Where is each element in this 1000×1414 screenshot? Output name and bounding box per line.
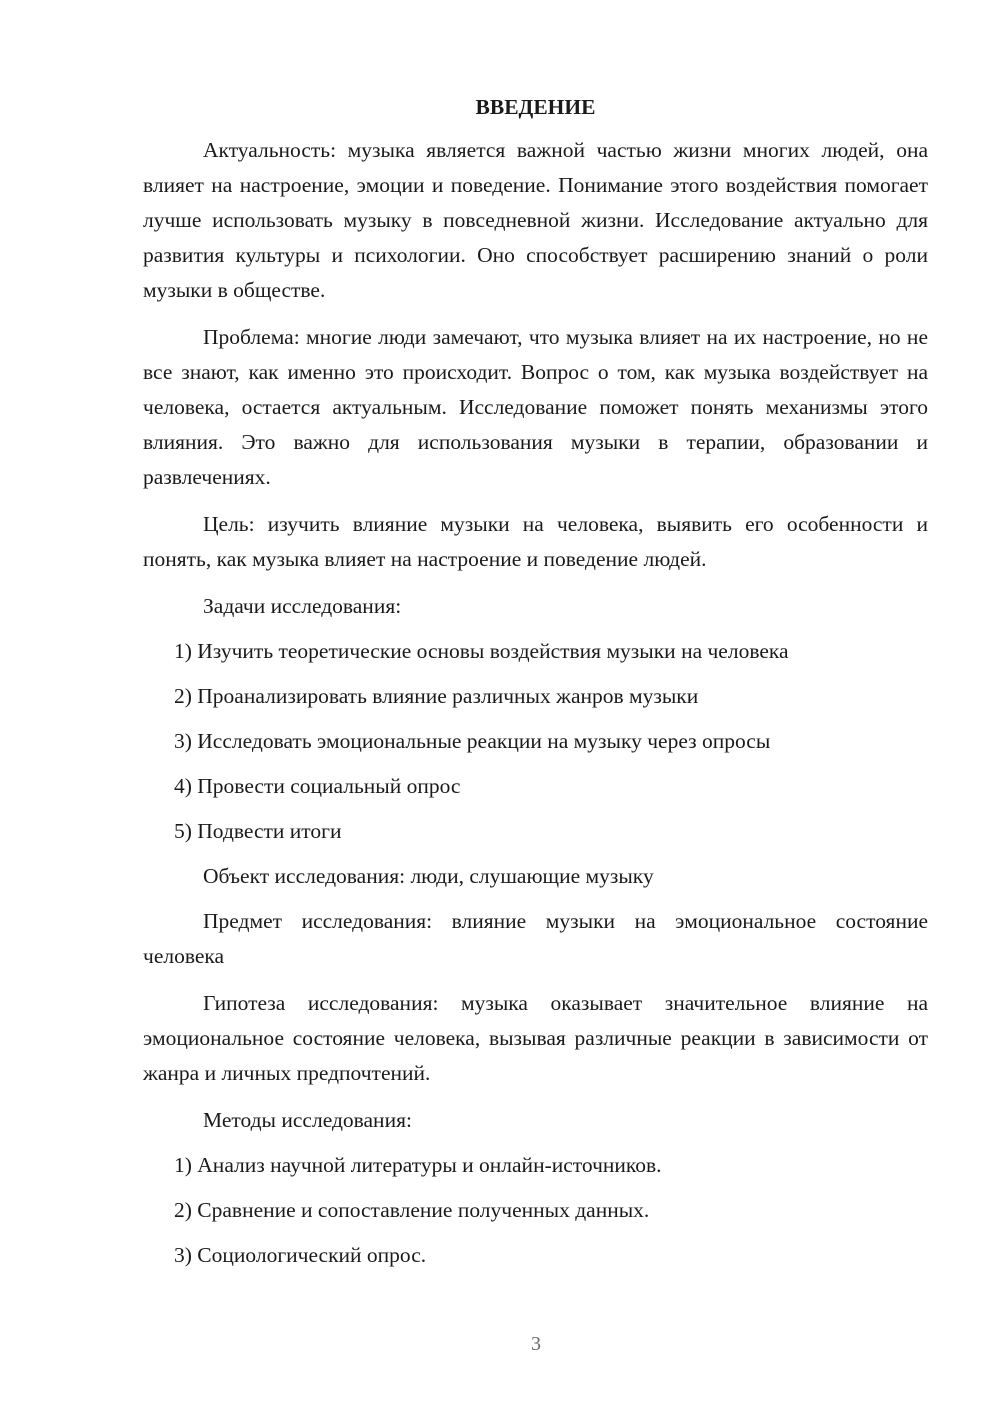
tasks-list	[143, 634, 928, 849]
tasks-heading: Задачи исследования:	[203, 594, 402, 618]
list-item: 5) Подвести итоги	[174, 819, 342, 843]
hypothesis-paragraph: Гипотеза исследования: музыка оказывает значительное влияние на эмоциональное состояние человека, вызывая различные реакции в зависимости от жанра и личных предпочтений.	[143, 991, 928, 1085]
subject-paragraph: Предмет исследования: влияние музыки на эмоциональное состояние человека	[143, 909, 928, 968]
list-item: 3) Социологический опрос.	[174, 1243, 427, 1267]
relevance-paragraph: Актуальность: музыка является важной частью жизни многих людей, она влияет на настроение, эмоции и поведение. Понимание этого воздействия помогает лучше использовать музыку в повседневной жизни. Исследование актуально для развития культуры и психологии. Оно способствует расширению знаний о роли музыки в обществе.	[143, 138, 928, 302]
list-item: 2) Сравнение и сопоставление полученных данных.	[174, 1198, 650, 1222]
document-page	[143, 90, 928, 1283]
page-title: ВВЕДЕНИЕ	[475, 95, 596, 119]
list-item: 4) Провести социальный опрос	[174, 774, 461, 798]
list-item: 2) Проанализировать влияние различных жанров музыки	[174, 684, 699, 708]
methods-list	[143, 1148, 928, 1273]
list-item: 1) Изучить теоретические основы воздействия музыки на человека	[174, 639, 789, 663]
list-item: 1) Анализ научной литературы и онлайн-источников.	[174, 1153, 662, 1177]
goal-paragraph: Цель: изучить влияние музыки на человека, выявить его особенности и понять, как музыка влияет на настроение и поведение людей.	[143, 512, 928, 571]
page-number: 3	[531, 1333, 541, 1355]
problem-paragraph: Проблема: многие люди замечают, что музыка влияет на их настроение, но не все знают, как именно это происходит. Вопрос о том, как музыка воздействует на человека, остается актуальным. Исследование поможет понять механизмы этого влияния. Это важно для использования музыки в терапии, образовании и развлечениях.	[143, 325, 928, 489]
methods-heading: Методы исследования:	[203, 1108, 412, 1132]
list-item: 3) Исследовать эмоциональные реакции на музыку через опросы	[174, 729, 771, 753]
object-paragraph: Объект исследования: люди, слушающие музыку	[203, 864, 654, 888]
